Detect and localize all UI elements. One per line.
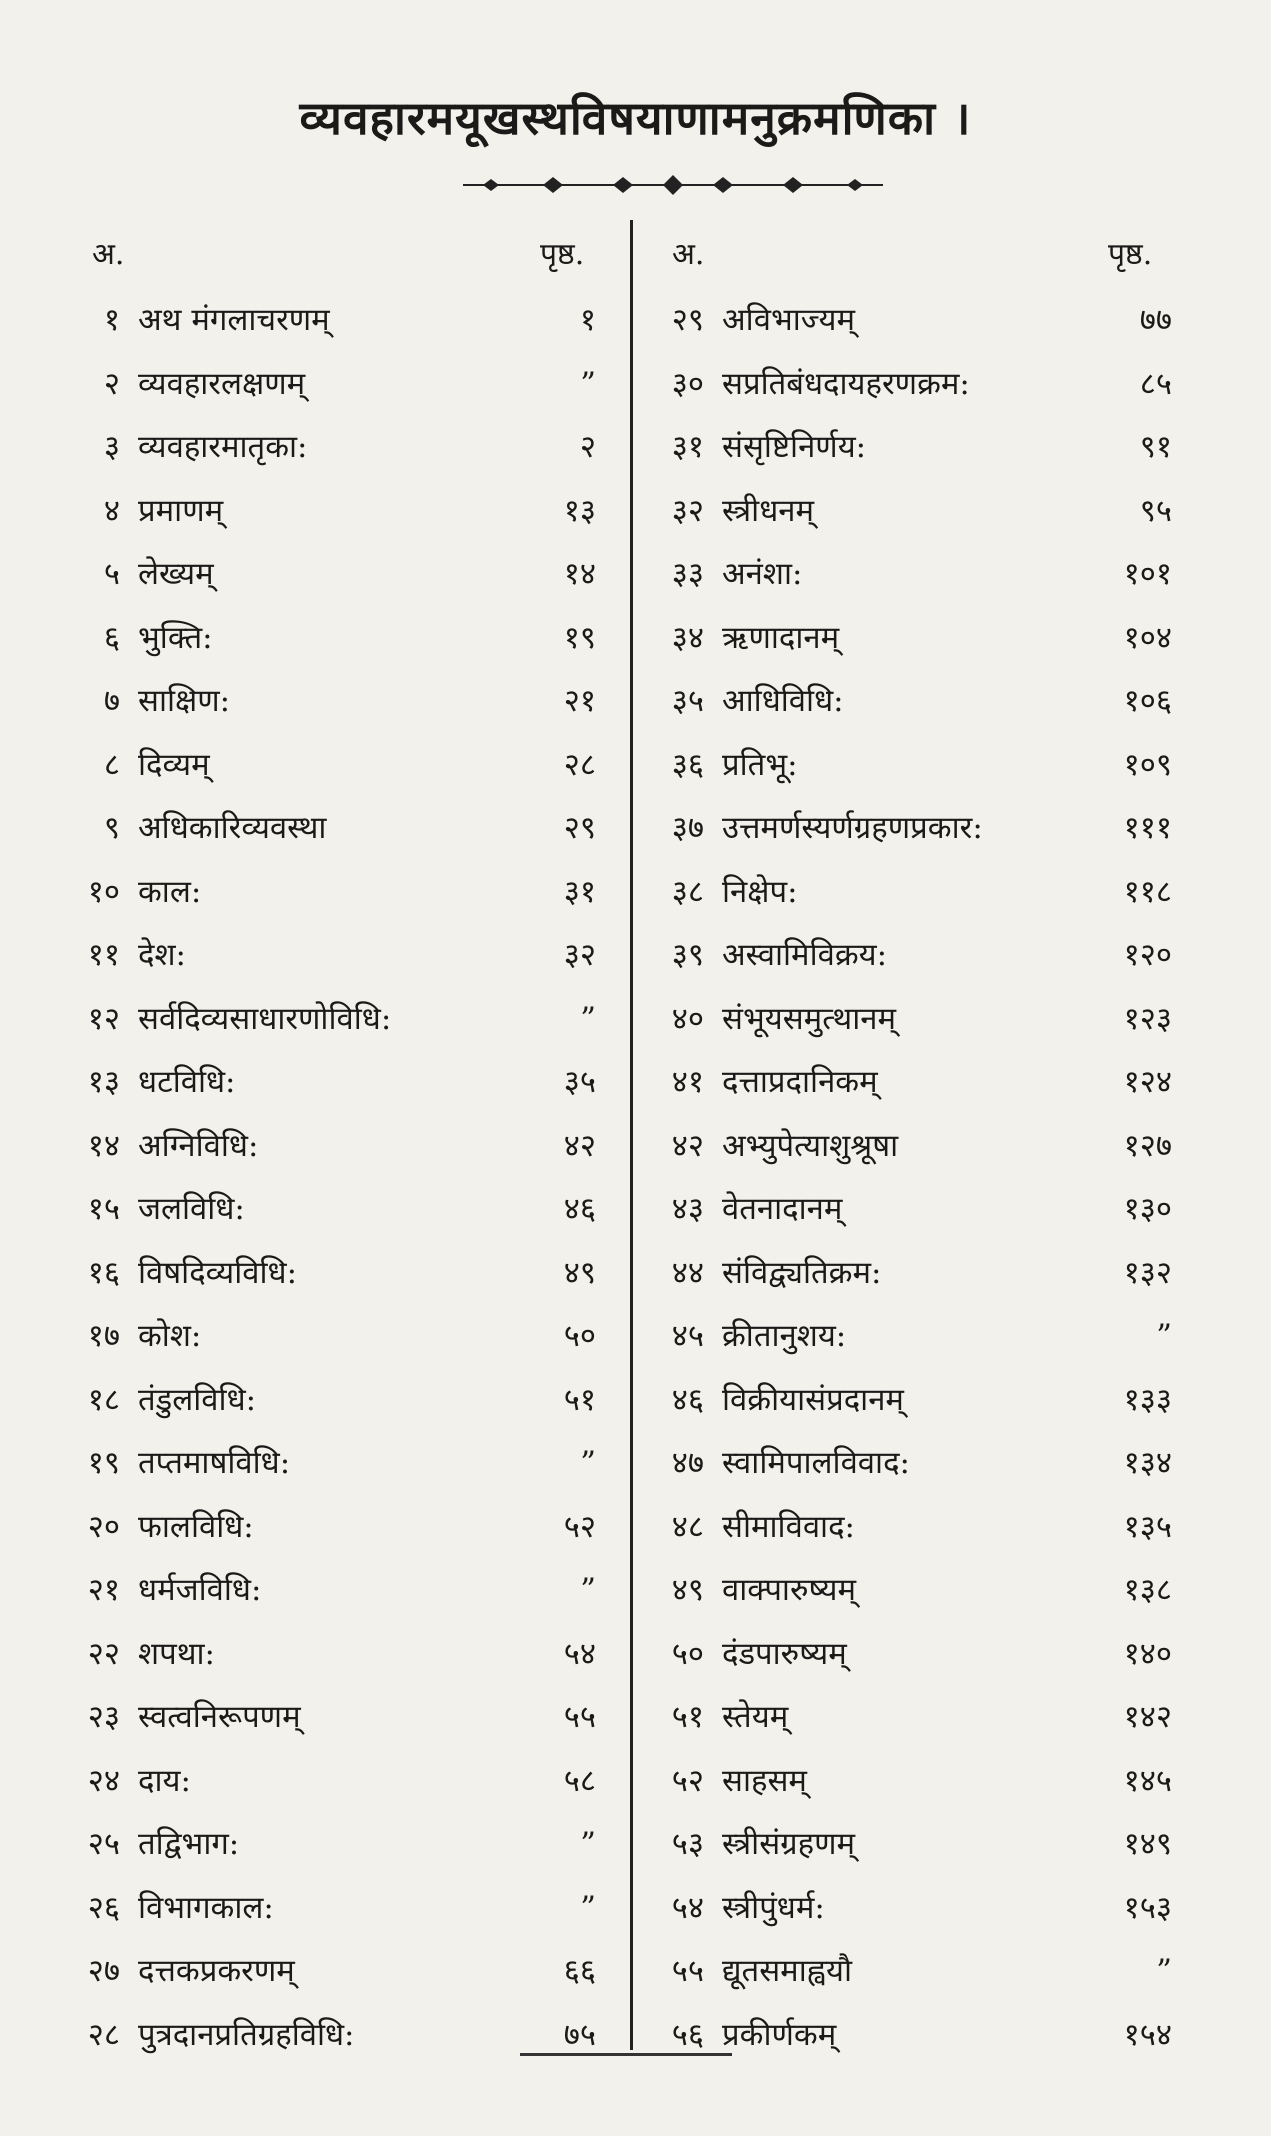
chapter-number: ३२ [671, 492, 704, 529]
chapter-number: ८ [103, 746, 120, 783]
contents-row [632, 417, 1172, 477]
chapter-number: ३७ [671, 810, 704, 846]
page-number: ७५ [563, 2016, 596, 2053]
chapter-number: १ [103, 302, 120, 338]
chapter-title: अविभाज्यम् [722, 302, 856, 338]
chapter-title: विषदिव्यविधि: [138, 1254, 298, 1291]
chapter-title: स्वत्वनिरूपणम् [138, 1699, 301, 1735]
chapter-number: ४५ [671, 1318, 704, 1354]
contents-row [632, 290, 1172, 350]
chapter-title: विक्रीयासंप्रदानम् [722, 1381, 904, 1418]
chapter-number: २ [103, 365, 120, 402]
contents-row [48, 1179, 596, 1239]
chapter-number: १६ [87, 1254, 120, 1291]
chapter-title: वाक्पारुष्यम् [722, 1572, 857, 1608]
contents-row [632, 1941, 1172, 2001]
chapter-number: १३ [87, 1064, 120, 1100]
chapter-title: सीमाविवाद: [722, 1508, 855, 1545]
chapter-number: ६ [103, 619, 120, 656]
contents-row [48, 1941, 596, 2001]
page-number: १५४ [1123, 2016, 1172, 2053]
page-number: ” [580, 1572, 596, 1608]
chapter-title: आधिविधि: [722, 683, 844, 719]
page-number: ९१ [1139, 429, 1172, 465]
chapter-number: ५५ [671, 1953, 704, 1989]
contents-row [48, 1433, 596, 1493]
contents-row [632, 798, 1172, 858]
chapter-title: देश: [138, 937, 186, 973]
chapter-title: प्रकीर्णकम् [722, 2016, 837, 2053]
chapter-title: अनंशा: [722, 556, 803, 592]
contents-row [632, 1179, 1172, 1239]
chapter-number: २७ [87, 1953, 120, 1989]
page-number: १२० [1123, 937, 1172, 973]
chapter-number: १८ [87, 1381, 120, 1418]
chapter-title: अस्वामिविक्रय: [722, 937, 888, 973]
page-number: ” [1156, 1318, 1172, 1354]
page-number: १४५ [1123, 1762, 1172, 1799]
chapter-number: १४ [87, 1127, 120, 1164]
page-number: १०१ [1123, 556, 1172, 592]
chapter-title: लेख्यम् [138, 556, 214, 592]
contents-row [632, 862, 1172, 922]
contents-row [632, 671, 1172, 731]
contents-row [632, 1751, 1172, 1811]
contents-row [48, 1243, 596, 1303]
chapter-number: २२ [87, 1635, 120, 1672]
page-number: १३३ [1123, 1381, 1172, 1418]
contents-row [48, 1497, 596, 1557]
contents-row [48, 1560, 596, 1620]
page-number: ३१ [563, 873, 596, 910]
chapter-number: ३३ [671, 556, 704, 592]
contents-row [632, 608, 1172, 668]
chapter-number: ४३ [671, 1191, 704, 1227]
chapter-number: २० [87, 1508, 120, 1545]
contents-row [48, 1687, 596, 1747]
chapter-number: ४७ [671, 1445, 704, 1481]
chapter-number: ७ [103, 683, 120, 719]
chapter-title: कोश: [138, 1318, 202, 1354]
chapter-title: धटविधि: [138, 1064, 236, 1100]
chapter-title: धर्मजविधि: [138, 1572, 262, 1608]
page-number: १३ [563, 492, 596, 529]
chapter-title: दत्तकप्रकरणम् [138, 1953, 295, 1989]
chapter-number: ३८ [671, 873, 704, 910]
page-number: ” [580, 1826, 596, 1862]
chapter-number: २८ [87, 2016, 120, 2053]
page-number: २ [579, 429, 596, 465]
chapter-number: २९ [671, 302, 704, 338]
chapter-number: ४९ [671, 1572, 704, 1608]
chapter-number: ५३ [671, 1826, 704, 1862]
chapter-title: व्यवहारमातृका: [138, 429, 308, 465]
right-page-header: पृष्ठ. [1108, 237, 1153, 272]
chapter-number: ४ [103, 492, 120, 529]
chapter-number: १५ [87, 1191, 120, 1227]
contents-row [632, 1052, 1172, 1112]
chapter-title: अग्निविधि: [138, 1127, 259, 1164]
contents-row [632, 1370, 1172, 1430]
page-number: १३५ [1123, 1508, 1172, 1545]
contents-row [48, 671, 596, 731]
page-number: १३२ [1123, 1254, 1172, 1291]
page-number: ५१ [563, 1381, 596, 1418]
left-chapter-header: अ. [92, 237, 125, 272]
chapter-number: ५० [671, 1635, 704, 1672]
page-number: ४९ [563, 1254, 596, 1291]
chapter-title: अधिकारिव्यवस्था [138, 810, 327, 846]
contents-row [632, 1243, 1172, 1303]
chapter-number: ५१ [671, 1699, 704, 1735]
contents-row [48, 354, 596, 414]
page-title: व्यवहारमयूखस्थविषयाणामनुक्रमणिका । [299, 91, 972, 145]
chapter-number: १० [87, 873, 120, 910]
page-number: १२७ [1123, 1127, 1172, 1164]
page-number: १ [579, 302, 596, 338]
contents-row [632, 1814, 1172, 1874]
chapter-title: दिव्यम् [138, 746, 210, 783]
page-number: ६६ [563, 1953, 596, 1989]
contents-row [632, 925, 1172, 985]
page-number: १३० [1123, 1191, 1172, 1227]
chapter-title: भुक्ति: [138, 619, 213, 656]
contents-row [632, 354, 1172, 414]
chapter-number: ३५ [671, 683, 704, 719]
right-chapter-header: अ. [672, 237, 705, 272]
chapter-title: प्रतिभू: [722, 746, 798, 783]
chapter-number: ३६ [671, 746, 704, 783]
contents-row [632, 1624, 1172, 1684]
page-number: ५२ [563, 1508, 596, 1545]
chapter-title: पुत्रदानप्रतिग्रहविधि: [138, 2016, 355, 2053]
chapter-title: व्यवहारलक्षणम् [138, 365, 306, 402]
chapter-title: अभ्युपेत्याशुश्रूषा [722, 1127, 899, 1164]
left-page-header: पृष्ठ. [540, 237, 585, 272]
page-number: १०४ [1123, 619, 1172, 656]
chapter-title: तप्तमाषविधि: [138, 1445, 291, 1481]
chapter-title: वेतनादानम् [722, 1191, 843, 1227]
chapter-title: सप्रतिबंधदायहरणक्रम: [722, 365, 970, 402]
contents-row [632, 481, 1172, 541]
contents-row [48, 1306, 596, 1366]
contents-row [48, 1624, 596, 1684]
chapter-number: २३ [87, 1699, 120, 1735]
chapter-number: ४४ [671, 1254, 704, 1291]
page-number: १३४ [1123, 1445, 1172, 1481]
contents-row [48, 481, 596, 541]
chapter-title: द्यूतसमाह्वयौ [722, 1953, 853, 1989]
page-number: १२४ [1123, 1064, 1172, 1100]
chapter-number: ११ [87, 937, 120, 973]
page-number: १२३ [1123, 1000, 1172, 1037]
chapter-number: ४८ [671, 1508, 704, 1545]
contents-row [48, 1052, 596, 1112]
page-number: १३८ [1123, 1572, 1172, 1608]
chapter-title: साहसम् [722, 1762, 807, 1799]
page-number: ५४ [563, 1635, 596, 1672]
chapter-title: फालविधि: [138, 1508, 254, 1545]
ornament-divider-icon [463, 170, 883, 200]
contents-row [48, 735, 596, 795]
contents-row [632, 1687, 1172, 1747]
page-number: ८५ [1139, 365, 1172, 402]
chapter-title: उत्तमर्णस्यर्णग्रहणप्रकार: [722, 810, 983, 846]
chapter-number: ३ [103, 429, 120, 465]
chapter-number: ४६ [671, 1381, 704, 1418]
page-number: २१ [563, 683, 596, 719]
page-number: १०९ [1123, 746, 1172, 783]
page-number: १९ [563, 619, 596, 656]
chapter-title: शपथा: [138, 1635, 215, 1672]
chapter-title: सर्वदिव्यसाधारणोविधि: [138, 1000, 392, 1037]
chapter-title: स्वामिपालविवाद: [722, 1445, 910, 1481]
chapter-number: १२ [87, 1000, 120, 1037]
page-number: ४६ [563, 1191, 596, 1227]
page-number: ५५ [563, 1699, 596, 1735]
chapter-title: स्त्रीसंग्रहणम् [722, 1826, 856, 1862]
chapter-number: २५ [87, 1826, 120, 1862]
page-number: ३५ [563, 1064, 596, 1100]
chapter-title: तद्विभाग: [138, 1826, 240, 1862]
chapter-title: स्त्रीपुंधर्म: [722, 1889, 825, 1926]
page-number: १४२ [1123, 1699, 1172, 1735]
chapter-number: १७ [87, 1318, 120, 1354]
contents-row [632, 544, 1172, 604]
chapter-number: ४० [671, 1000, 704, 1037]
chapter-number: ३१ [671, 429, 704, 465]
chapter-number: ४२ [671, 1127, 704, 1164]
page-number: ” [580, 365, 596, 402]
contents-row [632, 1497, 1172, 1557]
chapter-number: ४१ [671, 1064, 704, 1100]
contents-row [48, 798, 596, 858]
contents-row [632, 1560, 1172, 1620]
contents-row [632, 1306, 1172, 1366]
contents-row [48, 1751, 596, 1811]
chapter-title: संविद्व्यतिक्रम: [722, 1254, 882, 1291]
chapter-title: निक्षेप: [722, 873, 798, 910]
page-number: ७७ [1139, 302, 1172, 338]
chapter-number: २६ [87, 1889, 120, 1926]
chapter-title: दाय: [138, 1762, 191, 1799]
contents-row [48, 925, 596, 985]
page-number: ” [580, 1889, 596, 1926]
contents-row [48, 1370, 596, 1430]
page-number: ११८ [1123, 873, 1172, 910]
contents-row [48, 1878, 596, 1938]
chapter-number: ५२ [671, 1762, 704, 1799]
chapter-number: १९ [87, 1445, 120, 1481]
contents-row [48, 989, 596, 1049]
page-number: १११ [1123, 810, 1172, 846]
chapter-number: ३० [671, 365, 704, 402]
chapter-title: दंडपारुष्यम् [722, 1635, 847, 1672]
page-number: १५३ [1123, 1889, 1172, 1926]
chapter-title: साक्षिण: [138, 683, 231, 719]
contents-row [48, 2005, 596, 2065]
page-number: १४९ [1123, 1826, 1172, 1862]
page-number: ९५ [1139, 492, 1172, 529]
contents-row [48, 862, 596, 922]
page-number: ” [580, 1000, 596, 1037]
chapter-title: काल: [138, 873, 202, 910]
contents-row [632, 1878, 1172, 1938]
contents-row [632, 1433, 1172, 1493]
contents-row [48, 544, 596, 604]
chapter-title: संसृष्टिनिर्णय: [722, 429, 867, 465]
chapter-title: विभागकाल: [138, 1889, 274, 1926]
chapter-title: प्रमाणम् [138, 492, 224, 529]
page-number: ” [580, 1445, 596, 1481]
contents-row [48, 1814, 596, 1874]
chapter-title: स्त्रीधनम् [722, 492, 815, 529]
chapter-title: संभूयसमुत्थानम् [722, 1000, 897, 1037]
contents-row [48, 417, 596, 477]
page-number: १४० [1123, 1635, 1172, 1672]
chapter-number: २१ [87, 1572, 120, 1608]
chapter-title: दत्ताप्रदानिकम् [722, 1064, 878, 1100]
bottom-rule [520, 2053, 732, 2056]
contents-row [632, 1116, 1172, 1176]
page-number: ४२ [563, 1127, 596, 1164]
chapter-title: अथ मंगलाचरणम् [138, 302, 330, 338]
chapter-number: ३४ [671, 619, 704, 656]
page-number: २९ [563, 810, 596, 846]
chapter-number: ५६ [671, 2016, 704, 2053]
chapter-title: जलविधि: [138, 1191, 245, 1227]
chapter-number: ९ [103, 810, 120, 846]
page-number: १४ [563, 556, 596, 592]
contents-row [632, 735, 1172, 795]
page-number: २८ [563, 746, 596, 783]
chapter-title: क्रीतानुशय: [722, 1318, 847, 1354]
chapter-number: ५४ [671, 1889, 704, 1926]
chapter-number: ३९ [671, 937, 704, 973]
page-number: ५८ [563, 1762, 596, 1799]
page-number: १०६ [1123, 683, 1172, 719]
contents-row [48, 290, 596, 350]
page-number: ” [1156, 1953, 1172, 1989]
contents-row [48, 608, 596, 668]
chapter-title: स्तेयम् [722, 1699, 789, 1735]
chapter-number: ५ [103, 556, 120, 592]
contents-row [48, 1116, 596, 1176]
chapter-title: ऋणादानम् [722, 619, 840, 656]
page-number: ३२ [563, 937, 596, 973]
chapter-number: २४ [87, 1762, 120, 1799]
page-number: ५० [563, 1318, 596, 1354]
chapter-title: तंडुलविधि: [138, 1381, 257, 1418]
contents-row [632, 989, 1172, 1049]
